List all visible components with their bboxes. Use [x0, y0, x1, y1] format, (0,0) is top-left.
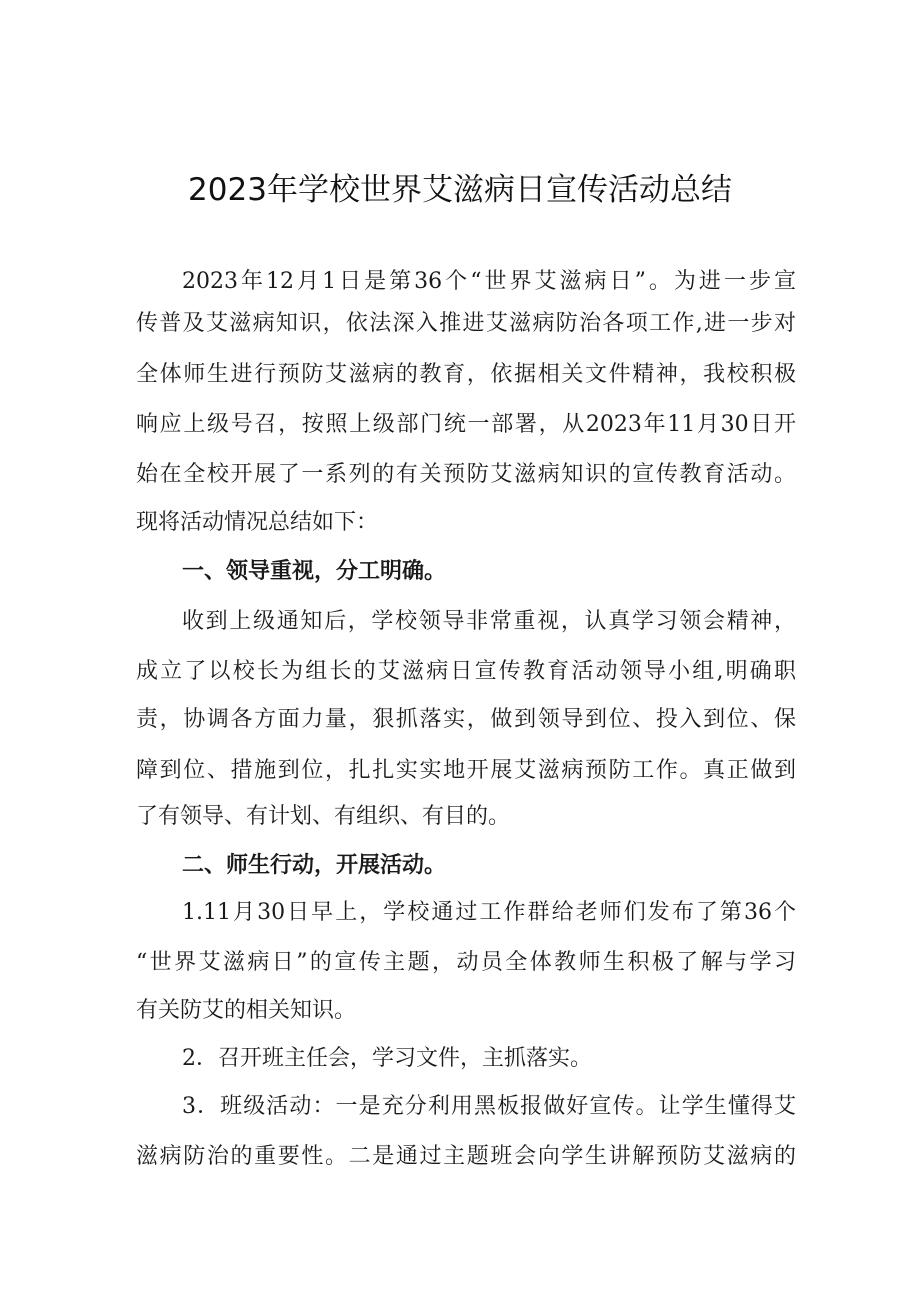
list-item-line: “世界艾滋病日”的宣传主题，动员全体教师生积极了解与学习: [136, 950, 796, 975]
paragraph-line: 收到上级通知后，学校领导非常重视，认真学习领会精神，: [182, 609, 796, 634]
document-title: 2023年学校世界艾滋病日宣传活动总结: [188, 172, 732, 208]
paragraph-line: 响应上级号召，按照上级部门统一部署，从2023年11月30日开: [136, 412, 796, 437]
list-item-line: 1.11月30日早上，学校通过工作群给老师们发布了第36个: [182, 900, 796, 925]
paragraph-line: 了有领导、有计划、有组织、有目的。: [136, 804, 511, 829]
paragraph-line: 现将活动情况总结如下：: [136, 510, 379, 535]
section-heading: 二、师生行动，开展活动。: [182, 853, 447, 878]
list-item-line: 有关防艾的相关知识。: [136, 998, 357, 1023]
paragraph-line: 成立了以校长为组长的艾滋病日宣传教育活动领导小组,明确职: [136, 659, 796, 684]
paragraph-line: 障到位、措施到位，扎扎实实地开展艾滋病预防工作。真正做到: [136, 758, 796, 783]
paragraph-line: 2023年12月1日是第36个“世界艾滋病日”。为进一步宣: [182, 269, 796, 294]
list-item-line: 2．召开班主任会，学习文件，主抓落实。: [182, 1046, 592, 1071]
paragraph-line: 责，协调各方面力量，狠抓落实，做到领导到位、投入到位、保: [136, 707, 796, 732]
paragraph-line: 传普及艾滋病知识，依法深入推进艾滋病防治各项工作,进一步对: [136, 311, 796, 336]
section-heading: 一、领导重视，分工明确。: [182, 559, 447, 584]
list-item-line: 3．班级活动：一是充分利用黑板报做好宣传。让学生懂得艾: [182, 1094, 796, 1119]
list-item-line: 滋病防治的重要性。二是通过主题班会向学生讲解预防艾滋病的: [136, 1144, 796, 1169]
paragraph-line: 始在全校开展了一系列的有关预防艾滋病知识的宣传教育活动。: [136, 462, 796, 487]
paragraph-line: 全体师生进行预防艾滋病的教育，依据相关文件精神，我校积极: [136, 362, 796, 387]
